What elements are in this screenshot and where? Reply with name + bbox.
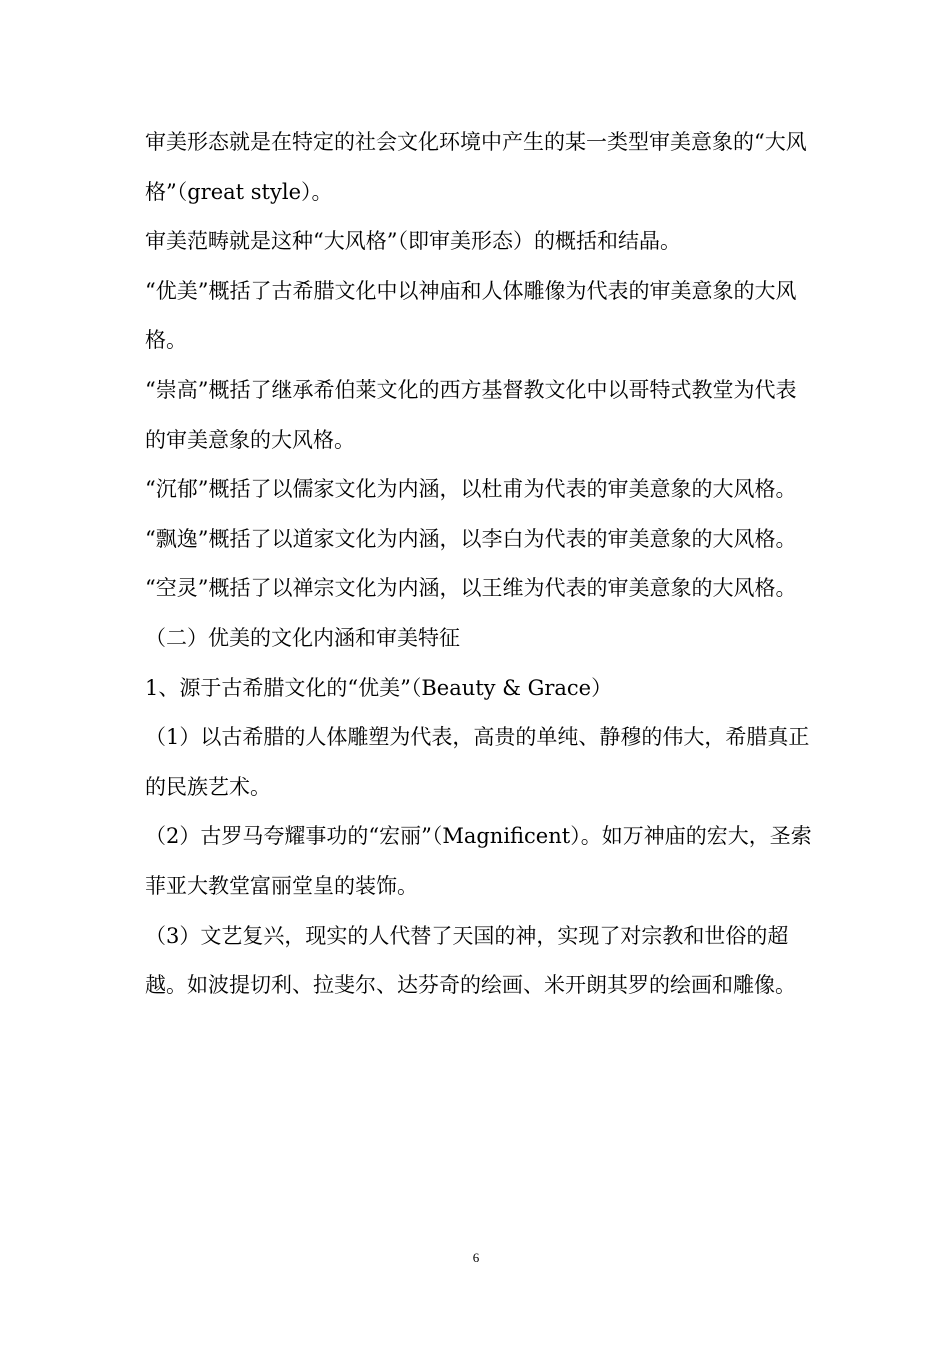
paragraph-aesthetic-form: 审美形态就是在特定的社会文化环境中产生的某一类型审美意象的“大风格”（great style）。 <box>145 130 807 204</box>
paragraph-kongling: “空灵”概括了以禅宗文化为内涵，以王维为代表的审美意象的大风格。 <box>145 576 797 601</box>
section-heading: （二）优美的文化内涵和审美特征 <box>145 625 460 650</box>
body-text <box>145 118 813 1011</box>
paragraph-beauty: “优美”概括了古希腊文化中以神庙和人体雕像为代表的审美意象的大风格。 <box>145 278 797 353</box>
list-item-2: （2）古罗马夸耀事功的“宏丽”（Magnificent）。如万神庙的宏大，圣索菲亚大教堂富丽堂皇的装饰。 <box>145 824 812 898</box>
page-number: 6 <box>472 1250 480 1265</box>
subsection-heading: 1、源于古希腊文化的“优美”（Beauty & Grace） <box>145 675 613 700</box>
list-item-3: （3）文艺复兴，现实的人代替了天国的神，实现了对宗教和世俗的超越。如波提切利、拉斐尔、达芬奇的绘画、米开朗其罗的绘画和雕像。 <box>145 923 796 998</box>
paragraph-chenyu: “沉郁”概括了以儒家文化为内涵，以杜甫为代表的审美意象的大风格。 <box>145 477 797 502</box>
paragraph-aesthetic-category: 审美范畴就是这种“大风格”（即审美形态）的概括和结晶。 <box>145 229 681 254</box>
list-item-1: （1）以古希腊的人体雕塑为代表，高贵的单纯、静穆的伟大，希腊真正的民族艺术。 <box>145 725 810 799</box>
paragraph-sublime: “崇高”概括了继承希伯莱文化的西方基督教文化中以哥特式教堂为代表的审美意象的大风格。 <box>145 377 797 452</box>
paragraph-piaoyi: “飘逸”概括了以道家文化为内涵，以李白为代表的审美意象的大风格。 <box>145 526 797 551</box>
